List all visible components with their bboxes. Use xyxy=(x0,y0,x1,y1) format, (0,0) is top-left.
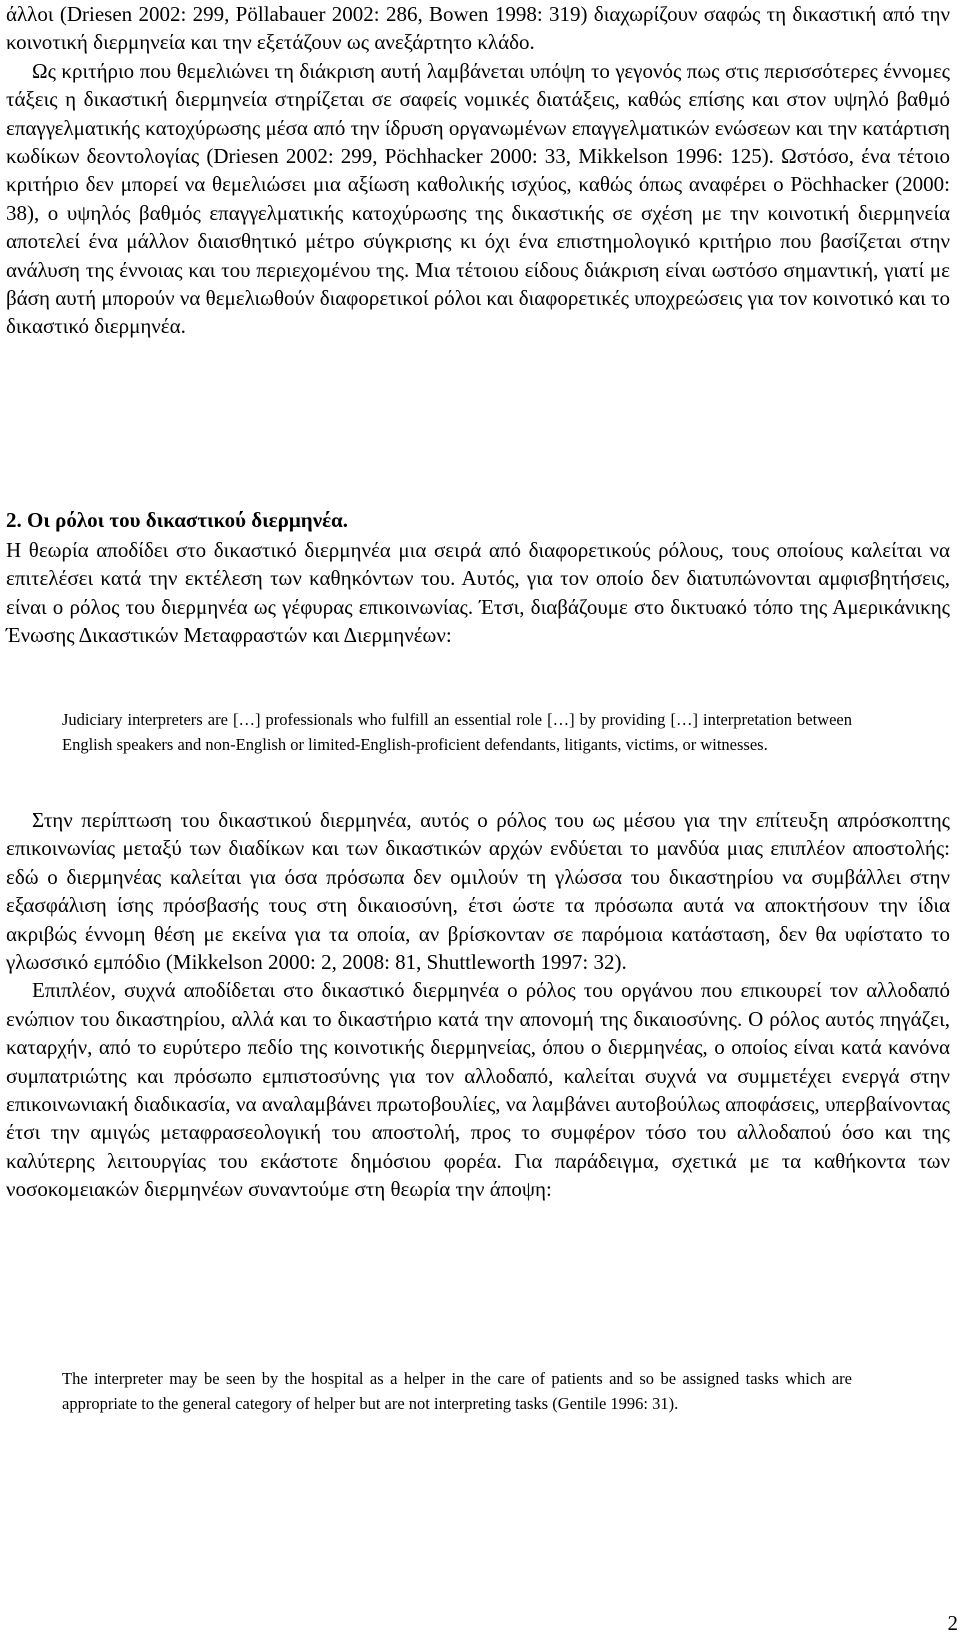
body-paragraphs xyxy=(6,806,950,1204)
paragraph-criterion: Ως κριτήριο που θεμελιώνει τη διάκριση αυτή λαμβάνεται υπόψη το γεγονός πως στις περισσότερες έννομες τάξεις η δικαστική διερμηνεία στηρίζεται σε σαφείς νομικές διατάξεις, καθώς επίσης και στον υψηλό βαθμό επαγγελματικής κατοχύρωσης μέσα από την ίδρυση οργανωμένων επαγγελματικών ενώσεων και την κατάρτιση κωδίκων δεοντολογίας (Driesen 2002: 299, Pöchhacker 2000: 33, Mikkelson 1996: 125). Ωστόσο, ένα τέτοιο κριτήριο δεν μπορεί να θεμελιώσει μια αξίωση καθολικής ισχύος, καθώς όπως αναφέρει ο Pöchhacker (2000: 38), ο υψηλός βαθμός επαγγελματικής κατοχύρωσης της δικαστικής σε σχέση με την κοινοτική διερμηνεία αποτελεί ένα μάλλον διαισθητικό μέτρο σύγκρισης κι όχι ένα επιστημολογικό κριτήριο που βασίζεται στην ανάλυση της έννοιας και του περιεχομένου της. Μια τέτοιου είδους διάκριση είναι ωστόσο σημαντική, γιατί με βάση αυτή μπορούν να θεμελιωθούν διαφορετικοί ρόλοι και διαφορετικές υποχρεώσεις για τον κοινοτικό και το δικαστικό διερμηνέα. xyxy=(6,58,950,339)
paragraph-continuation: άλλοι (Driesen 2002: 299, Pöllabauer 2002: 286, Bowen 1998: 319) διαχωρίζουν σαφώς τη δικαστική από την κοινοτική διερμηνεία και την εξετάζουν ως ανεξάρτητο κλάδο. xyxy=(6,2,950,55)
page-number: 2 xyxy=(947,1611,958,1635)
opening-paragraphs xyxy=(6,0,950,341)
section-paragraph: Η θεωρία αποδίδει στο δικαστικό διερμηνέα μια σειρά από διαφορετικούς ρόλους, τους οποίους καλείται να επιτελέσει κατά την εκτέλεση των καθηκόντων του. Αυτός, για τον οποίο δεν διατυπώνονται αμφισβητήσεις, είναι ο ρόλος του διερμηνέα ως γέφυρας επικοινωνίας. Έτσι, διαβάζουμε στο δικτυακό τόπο της Αμερικάνικης Ένωσης Δικαστικών Μεταφραστών και Διερμηνέων: xyxy=(6,538,950,648)
block-quote-hospital: The interpreter may be seen by the hospital as a helper in the care of patients and so be assigned tasks which are appropriate to the general category of helper but are not interpreting tasks (Gentile 1996: 31). xyxy=(62,1369,852,1413)
block-quote-judiciary: Judiciary interpreters are […] professionals who fulfill an essential role […] by providing […] interpretation between English speakers and non-English or limited-English-proficient defendants, litigants, victims, or witnesses. xyxy=(62,710,852,754)
paragraph-equal-access: Στην περίπτωση του δικαστικού διερμηνέα, αυτός ο ρόλος του ως μέσου για την επίτευξη απρόσκοπτης επικοινωνίας μεταξύ των διαδίκων και των δικαστικών αρχών ενδύεται το μανδύα μιας επιπλέον αποστολής: εδώ ο διερμηνέας καλείται για όσα πρόσωπα δεν ομιλούν τη γλώσσα του δικαστηρίου να συμβάλλει στην εξασφάλιση ίσης πρόσβασής τους στη δικαιοσύνη, έτσι ώστε τα πρόσωπα αυτά να αποκτήσουν την ίδια ακριβώς έννομη θέση με εκείνα για τα οποία, αν βρίσκονταν σε παρόμοια κατάσταση, δεν θα υφίστατο το γλωσσικό εμπόδιο (Mikkelson 2000: 2, 2008: 81, Shuttleworth 1997: 32). xyxy=(6,808,950,975)
paragraph-assisting-role: Επιπλέον, συχνά αποδίδεται στο δικαστικό διερμηνέα ο ρόλος του οργάνου που επικουρεί τον αλλοδαπό ενώπιον του δικαστηρίου, αλλά και το δικαστήριο κατά την απονομή της δικαιοσύνης. Ο ρόλος αυτός πηγάζει, καταρχήν, από το ευρύτερο πεδίο της κοινοτικής διερμηνείας, όπου ο διερμηνέας, ο οποίος είναι κατά κανόνα συμπατριώτης και πρόσωπο εμπιστοσύνης για τον αλλοδαπό, καλείται συχνά να συμμετέχει ενεργά στην επικοινωνιακή διαδικασία, να αναλαμβάνει πρωτοβουλίες, να λαμβάνει αυτοβούλως αποφάσεις, υπερβαίνοντας έτσι την αμιγώς μεταφρασεολογική του αποστολή, προς το συμφέρον τόσο του αλλοδαπού όσο και της καλύτερης λειτουργίας του εκάστοτε δημόσιου φορέα. Για παράδειγμα, σχετικά με τα καθήκοντα των νοσοκομειακών διερμηνέων συναντούμε στη θεωρία την άποψη: xyxy=(6,978,950,1202)
section-heading: 2. Οι ρόλοι του δικαστικού διερμηνέα. xyxy=(6,508,349,532)
